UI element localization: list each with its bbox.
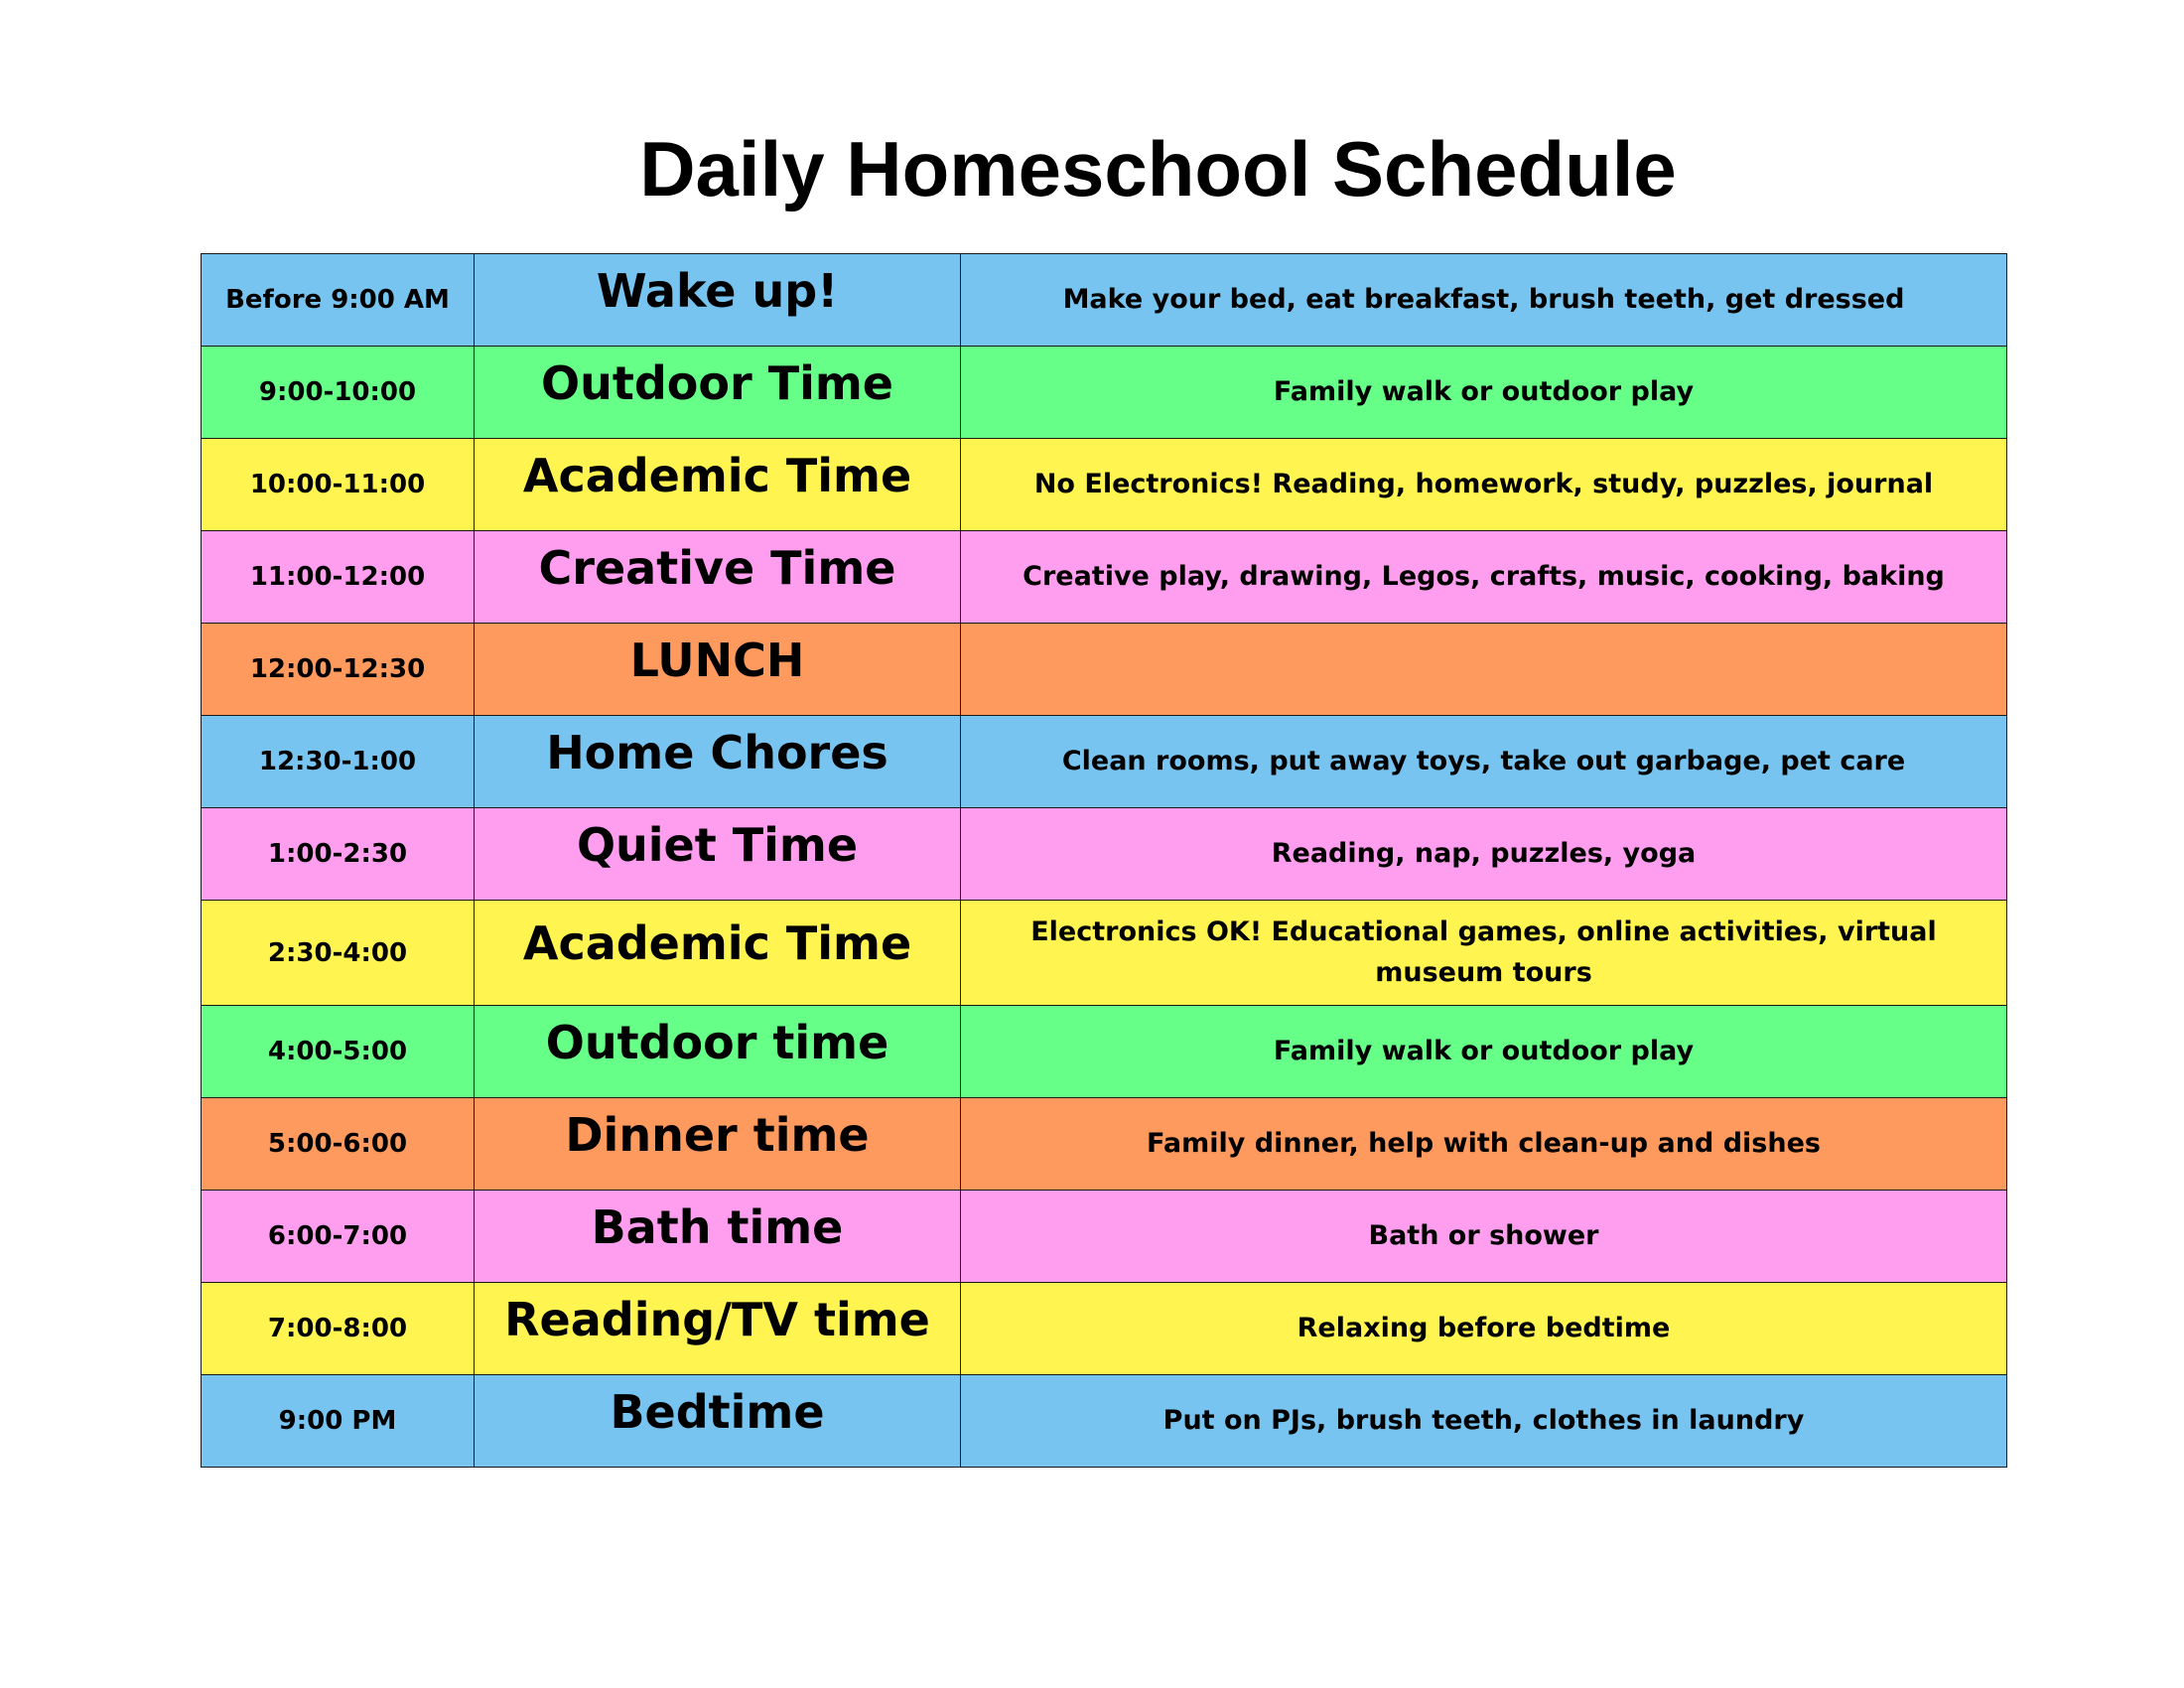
- activity-cell: LUNCH: [475, 624, 961, 716]
- schedule-row: [202, 716, 2007, 808]
- description-cell: Electronics OK! Educational games, online activities, virtual museum tours: [961, 901, 2007, 1006]
- activity-cell: Outdoor Time: [475, 347, 961, 439]
- description-cell: Family walk or outdoor play: [961, 347, 2007, 439]
- time-cell: 9:00 PM: [202, 1375, 475, 1468]
- page-title: Daily Homeschool Schedule: [639, 125, 1677, 212]
- activity-cell: Outdoor time: [475, 1006, 961, 1098]
- description-cell: Creative play, drawing, Legos, crafts, music, cooking, baking: [961, 531, 2007, 624]
- activity-cell: Academic Time: [475, 901, 961, 1006]
- description-cell: Reading, nap, puzzles, yoga: [961, 808, 2007, 901]
- schedule-table: [201, 253, 2007, 1468]
- schedule-row: [202, 901, 2007, 1006]
- time-cell: 7:00-8:00: [202, 1283, 475, 1375]
- schedule-row: [202, 1191, 2007, 1283]
- time-cell: 1:00-2:30: [202, 808, 475, 901]
- time-cell: 12:30-1:00: [202, 716, 475, 808]
- activity-cell: Wake up!: [475, 254, 961, 347]
- time-cell: 6:00-7:00: [202, 1191, 475, 1283]
- time-cell: 11:00-12:00: [202, 531, 475, 624]
- time-cell: 12:00-12:30: [202, 624, 475, 716]
- schedule-row: [202, 254, 2007, 347]
- activity-cell: Home Chores: [475, 716, 961, 808]
- activity-cell: Reading/TV time: [475, 1283, 961, 1375]
- description-cell: Family walk or outdoor play: [961, 1006, 2007, 1098]
- activity-cell: Bath time: [475, 1191, 961, 1283]
- activity-cell: Quiet Time: [475, 808, 961, 901]
- description-cell: Bath or shower: [961, 1191, 2007, 1283]
- description-cell: Clean rooms, put away toys, take out garbage, pet care: [961, 716, 2007, 808]
- schedule-row: [202, 808, 2007, 901]
- activity-cell: Academic Time: [475, 439, 961, 531]
- activity-cell: Dinner time: [475, 1098, 961, 1191]
- description-cell: Put on PJs, brush teeth, clothes in laundry: [961, 1375, 2007, 1468]
- time-cell: 5:00-6:00: [202, 1098, 475, 1191]
- schedule-row: [202, 531, 2007, 624]
- description-cell: Make your bed, eat breakfast, brush teeth, get dressed: [961, 254, 2007, 347]
- description-cell: No Electronics! Reading, homework, study, puzzles, journal: [961, 439, 2007, 531]
- schedule-row: [202, 1006, 2007, 1098]
- schedule-row: [202, 439, 2007, 531]
- activity-cell: Creative Time: [475, 531, 961, 624]
- activity-cell: Bedtime: [475, 1375, 961, 1468]
- time-cell: 2:30-4:00: [202, 901, 475, 1006]
- time-cell: 4:00-5:00: [202, 1006, 475, 1098]
- schedule-row: [202, 624, 2007, 716]
- schedule-row: [202, 1098, 2007, 1191]
- description-cell: Family dinner, help with clean-up and dishes: [961, 1098, 2007, 1191]
- description-cell: Relaxing before bedtime: [961, 1283, 2007, 1375]
- time-cell: 10:00-11:00: [202, 439, 475, 531]
- schedule-row: [202, 1375, 2007, 1468]
- schedule-row: [202, 347, 2007, 439]
- time-cell: 9:00-10:00: [202, 347, 475, 439]
- description-cell: [961, 624, 2007, 716]
- time-cell: Before 9:00 AM: [202, 254, 475, 347]
- schedule-row: [202, 1283, 2007, 1375]
